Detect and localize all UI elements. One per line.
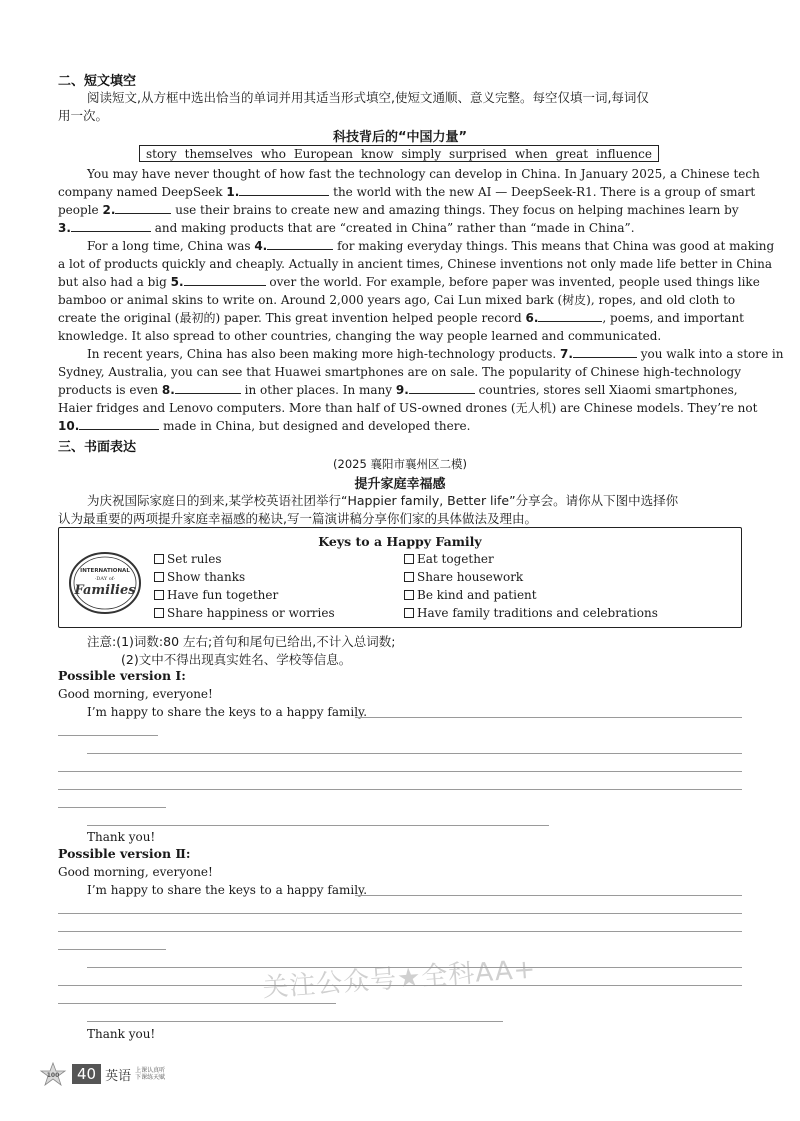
writing-line[interactable]: [87, 753, 742, 754]
passage-line: [58, 183, 755, 201]
option-label: Have family traditions and celebrations: [417, 606, 658, 620]
section2-instruction-line1: 阅读短文,从方框中选出恰当的单词并用其适当形式填空,使短文通顺、意义完整。每空仅填一词,每词仅: [87, 90, 649, 105]
passage-text: in other places. In many: [244, 383, 393, 397]
word-bank-item: themselves: [184, 146, 253, 161]
blank-number-3: 3.: [58, 221, 71, 235]
option-left[interactable]: [154, 570, 245, 584]
blank-number-7: 7.: [560, 347, 573, 361]
first-sentence-1: I’m happy to share the keys to a happy family.: [87, 705, 368, 719]
passage-text: the world with the new AI — DeepSeek-R1. There is a group of smart: [333, 185, 756, 199]
option-right[interactable]: [404, 588, 537, 602]
checkbox[interactable]: [404, 554, 414, 564]
passage-text: for making everyday things. This means that China was good at making: [337, 239, 775, 253]
first-sentence-2: I’m happy to share the keys to a happy family.: [87, 883, 368, 897]
option-label: Be kind and patient: [417, 588, 537, 602]
writing-line[interactable]: [58, 771, 742, 772]
writing-line[interactable]: [58, 807, 166, 808]
passage-line: [58, 309, 744, 327]
blank-number-5: 5.: [170, 275, 184, 289]
passage-line: [87, 345, 783, 363]
passage-text: made in China, but designed and developed there.: [163, 419, 471, 433]
checkbox[interactable]: [404, 572, 414, 582]
option-label: Share housework: [417, 570, 524, 584]
writing-line[interactable]: [58, 1003, 336, 1004]
logo-text-top: INTERNATIONAL: [80, 568, 130, 574]
passage-line: [58, 273, 760, 291]
note-line2: (2)文中不得出现真实姓名、学校等信息。: [121, 652, 352, 667]
passage-text: and making products that are “created in China” rather than “made in China”.: [154, 221, 635, 235]
blank-5[interactable]: [184, 273, 266, 286]
watermark: 关注公众号★全科AA+: [261, 954, 538, 1004]
page-number: 40: [72, 1064, 101, 1084]
version-1-label: Possible version Ⅰ:: [58, 668, 186, 683]
slogan: [135, 1067, 165, 1081]
section2-heading: 二、短文填空: [58, 74, 137, 89]
passage-text: people: [58, 203, 99, 217]
word-bank-item: know: [360, 146, 394, 161]
word-bank-item: great: [555, 146, 589, 161]
passage-line: bamboo or animal skins to write on. Around 2,000 years ago, Cai Lun mixed bark (树皮), ropes, and old cloth to: [58, 293, 736, 307]
passage-title: 科技背后的“中国力量”: [332, 130, 468, 145]
blank-2[interactable]: [115, 201, 171, 214]
word-bank-item: when: [514, 146, 548, 161]
option-label: Show thanks: [167, 570, 246, 584]
passage-line: [58, 381, 738, 399]
badge-number: 100: [46, 1072, 60, 1079]
blank-8[interactable]: [175, 381, 241, 394]
passage-text: For a long time, China was: [87, 239, 251, 253]
writing-line[interactable]: [58, 949, 166, 950]
keys-title: Keys to a Happy Family: [318, 534, 482, 549]
blank-4[interactable]: [267, 237, 333, 250]
section3-instruction-line1: 为庆祝国际家庭日的到来,某学校英语社团举行“Happier family, Better life”分享会。请你从下图中选择你: [87, 493, 679, 508]
checkbox[interactable]: [154, 572, 164, 582]
option-label: Share happiness or worries: [167, 606, 335, 620]
passage-text: In recent years, China has also been making more high-technology products.: [87, 347, 557, 361]
blank-number-8: 8.: [161, 383, 175, 397]
writing-line[interactable]: [355, 895, 742, 896]
option-label: Have fun together: [167, 588, 279, 602]
star-badge-icon: [38, 1062, 68, 1086]
passage-text: countries, stores sell Xiaomi smartphones,: [478, 383, 738, 397]
word-bank-item: story: [145, 146, 177, 161]
page-footer: [38, 1062, 165, 1086]
word-bank-item: influence: [596, 146, 652, 161]
checkbox[interactable]: [154, 554, 164, 564]
keys-box: [58, 527, 742, 628]
passage-text: you walk into a store in: [640, 347, 784, 361]
blank-number-4: 4.: [254, 239, 268, 253]
word-bank-item: European: [293, 146, 354, 161]
option-right[interactable]: [404, 570, 523, 584]
checkbox[interactable]: [154, 608, 164, 618]
passage-line: knowledge. It also spread to other countries, changing the way people learned and communicated.: [58, 329, 662, 343]
option-left[interactable]: [154, 588, 278, 602]
slogan-line: 上课认真听: [135, 1067, 166, 1074]
passage-text: company named DeepSeek: [58, 185, 223, 199]
option-left[interactable]: [154, 552, 222, 566]
writing-line[interactable]: [58, 931, 742, 932]
greeting-2: Good morning, everyone!: [58, 865, 213, 879]
writing-line[interactable]: [87, 825, 549, 826]
logo-text-mid: ·DAY of·: [94, 576, 116, 582]
passage-line: [58, 219, 635, 237]
word-bank-box: [139, 145, 659, 162]
option-right[interactable]: [404, 606, 658, 620]
option-left[interactable]: [154, 606, 335, 620]
passage-line: Sydney, Australia, you can see that Huawei smartphones are on sale. The popularity of Chinese high-technology: [58, 365, 742, 379]
families-logo-icon: [65, 548, 145, 618]
word-bank-item: simply: [401, 146, 442, 161]
passage-line: [58, 417, 470, 435]
logo-text-main: Families: [74, 583, 136, 598]
option-right[interactable]: [404, 552, 494, 566]
blank-7[interactable]: [573, 345, 637, 358]
blank-6[interactable]: [538, 309, 602, 322]
word-bank-item: who: [260, 146, 286, 161]
blank-9[interactable]: [409, 381, 475, 394]
writing-line[interactable]: [87, 1021, 503, 1022]
blank-number-9: 9.: [395, 383, 409, 397]
blank-1[interactable]: [239, 183, 329, 196]
passage-text: use their brains to create new and amazing things. They focus on helping machines learn by: [175, 203, 739, 217]
section2-instruction-line2: 用一次。: [58, 108, 109, 123]
writing-title: 提升家庭幸福感: [354, 477, 446, 492]
slogan-line: 下课练天赋: [135, 1074, 166, 1081]
option-label: Eat together: [417, 552, 494, 566]
writing-line[interactable]: [58, 913, 742, 914]
writing-line[interactable]: [355, 717, 742, 718]
passage-text: but also had a big: [58, 275, 167, 289]
checkbox[interactable]: [404, 590, 414, 600]
passage-line: Haier fridges and Lenovo computers. More than half of US-owned drones (无人机) are Chinese models. They’re not: [58, 401, 758, 415]
closing-1: Thank you!: [87, 830, 156, 844]
passage-text: create the original (最初的) paper. This great invention helped people record: [58, 311, 522, 325]
version-2-label: Possible version Ⅱ:: [58, 846, 191, 861]
passage-line: [87, 237, 774, 255]
blank-number-6: 6.: [525, 311, 539, 325]
blank-number-2: 2.: [102, 203, 116, 217]
section3-heading: 三、书面表达: [58, 440, 137, 455]
passage-line: You may have never thought of how fast the technology can develop in China. In January 2025, a Chinese tech: [87, 167, 760, 181]
option-label: Set rules: [167, 552, 222, 566]
blank-number-10: 10.: [58, 419, 80, 433]
writing-line[interactable]: [58, 789, 742, 790]
subject-label: 英语: [105, 1068, 132, 1084]
passage-line: a lot of products quickly and cheaply. Actually in ancient times, Chinese inventions not only made life better in China: [58, 257, 773, 271]
passage-line: [58, 201, 739, 219]
word-bank-item: surprised: [449, 146, 507, 161]
checkbox[interactable]: [404, 608, 414, 618]
passage-text: , poems, and important: [602, 311, 744, 325]
note-line1: 注意:(1)词数:80 左右;首句和尾句已给出,不计入总词数;: [87, 634, 396, 649]
blank-10[interactable]: [79, 417, 159, 430]
greeting-1: Good morning, everyone!: [58, 687, 213, 701]
blank-3[interactable]: [71, 219, 151, 232]
passage-text: over the world. For example, before paper was invented, people used things like: [269, 275, 760, 289]
closing-2: Thank you!: [87, 1027, 156, 1041]
checkbox[interactable]: [154, 590, 164, 600]
blank-number-1: 1.: [226, 185, 240, 199]
section3-instruction-line2: 认为最重要的两项提升家庭幸福感的秘诀,写一篇演讲稿分享你们家的具体做法及理由。: [58, 511, 537, 526]
source-note: (2025 襄阳市襄州区二模): [333, 457, 467, 471]
passage-text: products is even: [58, 383, 159, 397]
writing-line[interactable]: [58, 735, 158, 736]
